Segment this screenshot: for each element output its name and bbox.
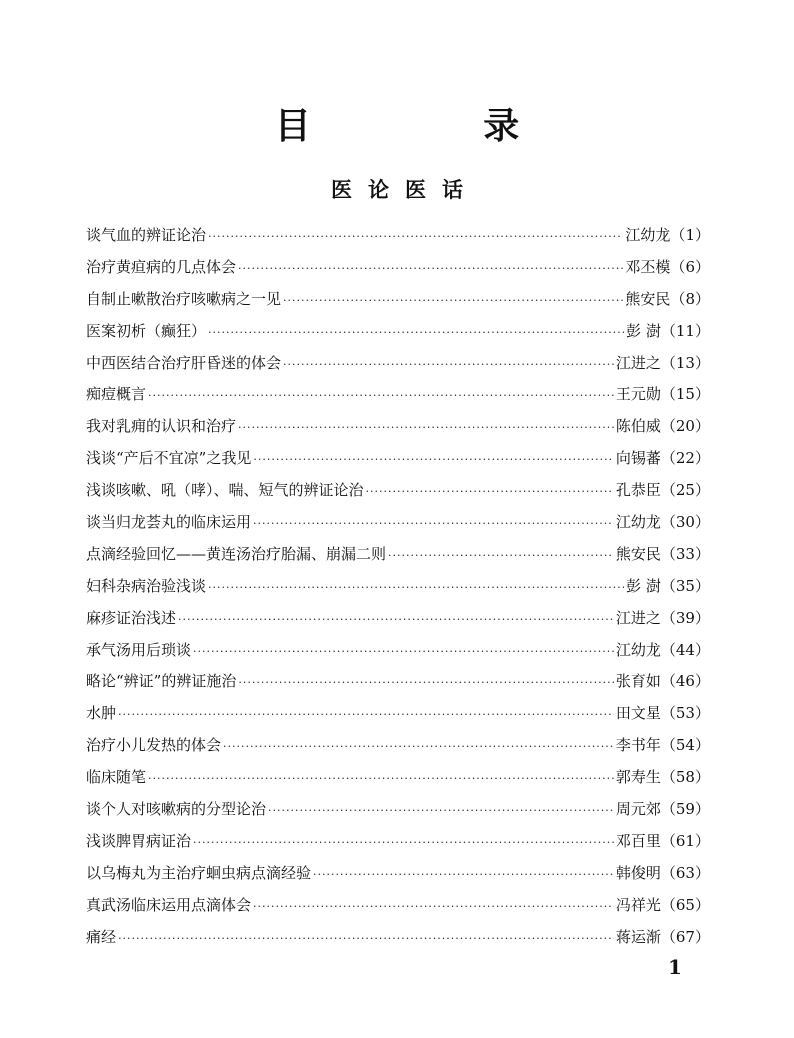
toc-entry-page: （6） [670, 257, 710, 276]
dot-leader [193, 645, 614, 658]
toc-entry-title: 浅谈“产后不宜凉”之我见 [86, 449, 252, 468]
toc-entry-title: 治疗黄疸病的几点体会 [86, 257, 237, 276]
toc-entry [86, 670, 710, 702]
toc-entry-author: 江幼龙 [615, 513, 661, 532]
page-number: 1 [668, 955, 682, 979]
dot-leader [223, 740, 614, 753]
dot-leader [283, 294, 623, 307]
dot-leader [388, 549, 614, 562]
table-of-contents [86, 224, 710, 957]
toc-entry-author: 彭 澍 [626, 321, 661, 340]
dot-leader [148, 389, 614, 402]
toc-entry [86, 479, 710, 511]
toc-entry-page: （35） [660, 576, 710, 595]
toc-entry-title: 真武汤临床运用点滴体会 [86, 895, 252, 914]
toc-entry-author: 韩俊明 [615, 863, 661, 882]
dot-leader [118, 708, 614, 721]
toc-entry-author: 郭寿生 [615, 768, 661, 787]
toc-entry-page: （30） [660, 513, 710, 532]
toc-entry [86, 766, 710, 798]
toc-entry [86, 352, 710, 384]
toc-entry-author: 江幼龙 [615, 640, 661, 659]
toc-entry-page: （8） [670, 289, 710, 308]
toc-entry-page: （22） [660, 449, 710, 468]
toc-entry-author: 熊安民 [625, 289, 671, 308]
toc-entry-page: （67） [660, 927, 710, 946]
dot-leader [268, 804, 614, 817]
toc-entry-page: （59） [660, 800, 710, 819]
toc-entry [86, 894, 710, 926]
toc-entry-title: 妇科杂病治验浅谈 [86, 576, 207, 595]
toc-entry-author: 向锡蕃 [615, 449, 661, 468]
toc-entry-author: 李书年 [615, 736, 661, 755]
toc-entry-author: 蒋运渐 [615, 927, 661, 946]
toc-entry-title: 痴痘概言 [86, 385, 147, 404]
toc-entry [86, 607, 710, 639]
dot-leader [238, 676, 614, 689]
toc-entry [86, 702, 710, 734]
toc-entry-title: 以乌梅丸为主治疗蛔虫病点滴经验 [86, 863, 312, 882]
toc-entry-title: 点滴经验回忆——黄连汤治疗胎漏、崩漏二则 [86, 544, 387, 563]
toc-entry-title: 谈当归龙荟丸的临床运用 [86, 513, 252, 532]
toc-entry-title: 谈个人对咳嗽病的分型论治 [86, 800, 267, 819]
dot-leader [193, 836, 614, 849]
toc-entry-page: （53） [660, 704, 710, 723]
section-heading: 医论医话 [331, 178, 479, 202]
toc-entry-page: （33） [660, 544, 710, 563]
toc-entry-page: （63） [660, 863, 710, 882]
page-title: 目 录 [274, 106, 600, 147]
dot-leader [253, 900, 614, 913]
toc-entry-author: 江进之 [615, 608, 661, 627]
toc-entry-author: 孔恭臣 [615, 481, 661, 500]
toc-entry-title: 麻疹证治浅述 [86, 608, 177, 627]
toc-entry-title: 浅谈咳嗽、吼（哮）、喘、短气的辨证论治 [86, 481, 364, 500]
toc-entry-title: 谈气血的辨证论治 [86, 226, 207, 244]
toc-entry-page: （39） [660, 608, 710, 627]
toc-entry-title: 略论“辨证”的辨证施治 [86, 672, 237, 691]
toc-entry [86, 830, 710, 862]
toc-entry-author: 邓丕模 [625, 257, 671, 276]
toc-entry-page: （15） [660, 385, 710, 404]
toc-entry-title: 医案初析（癫狂） [86, 321, 207, 340]
toc-entry-title: 治疗小儿发热的体会 [86, 736, 222, 755]
toc-entry-title: 临床随笔 [86, 768, 147, 787]
toc-entry-page: （58） [660, 768, 710, 787]
dot-leader [148, 772, 614, 785]
toc-entry-author: 彭 澍 [626, 576, 661, 595]
toc-entry-author: 张育如 [615, 672, 661, 691]
toc-entry-title: 自制止嗽散治疗咳嗽病之一见 [86, 289, 282, 308]
toc-entry [86, 543, 710, 575]
dot-leader [253, 517, 614, 530]
toc-entry-page: （11） [660, 321, 710, 340]
toc-entry-author: 周元郊 [615, 800, 661, 819]
dot-leader [253, 453, 614, 466]
dot-leader [283, 358, 614, 371]
toc-entry [86, 415, 710, 447]
dot-leader [366, 485, 614, 498]
dot-leader [208, 581, 624, 594]
toc-entry-page: （44） [660, 640, 710, 659]
toc-entry [86, 575, 710, 607]
toc-entry-title: 水肿 [86, 704, 117, 723]
toc-entry-page: （13） [660, 353, 710, 372]
toc-entry-page: （54） [660, 736, 710, 755]
toc-entry-author: 江进之 [615, 353, 661, 372]
toc-entry-author: 江幼龙 [625, 226, 671, 244]
toc-entry [86, 511, 710, 543]
toc-entry [86, 926, 710, 958]
toc-entry-author: 王元勋 [615, 385, 661, 404]
dot-leader [313, 868, 614, 881]
toc-entry [86, 383, 710, 415]
toc-entry-page: （46） [660, 672, 710, 691]
dot-leader [178, 613, 614, 626]
toc-entry [86, 288, 710, 320]
toc-entry-author: 冯祥光 [615, 895, 661, 914]
toc-entry-author: 熊安民 [615, 544, 661, 563]
toc-entry-title: 浅谈脾胃病证治 [86, 831, 192, 850]
toc-entry [86, 734, 710, 766]
toc-entry-page: （65） [660, 895, 710, 914]
toc-entry-page: （1） [670, 226, 710, 244]
toc-entry [86, 798, 710, 830]
toc-entry-author: 田文星 [615, 704, 661, 723]
toc-entry-author: 陈伯威 [615, 417, 661, 436]
toc-entry [86, 256, 710, 288]
toc-entry [86, 320, 710, 352]
dot-leader [238, 262, 623, 275]
toc-entry-page: （61） [660, 831, 710, 850]
dot-leader [118, 932, 614, 945]
toc-entry [86, 862, 710, 894]
dot-leader [238, 421, 614, 434]
toc-entry-title: 我对乳痈的认识和治疗 [86, 417, 237, 436]
dot-leader [208, 326, 624, 339]
toc-entry-title: 痛经 [86, 927, 117, 946]
toc-entry [86, 639, 710, 671]
dot-leader [208, 230, 623, 243]
toc-entry-title: 中西医结合治疗肝昏迷的体会 [86, 353, 282, 372]
toc-entry-page: （20） [660, 417, 710, 436]
toc-entry [86, 224, 710, 256]
toc-entry-title: 承气汤用后琐谈 [86, 640, 192, 659]
toc-entry [86, 447, 710, 479]
toc-entry-author: 邓百里 [615, 831, 661, 850]
toc-entry-page: （25） [660, 481, 710, 500]
